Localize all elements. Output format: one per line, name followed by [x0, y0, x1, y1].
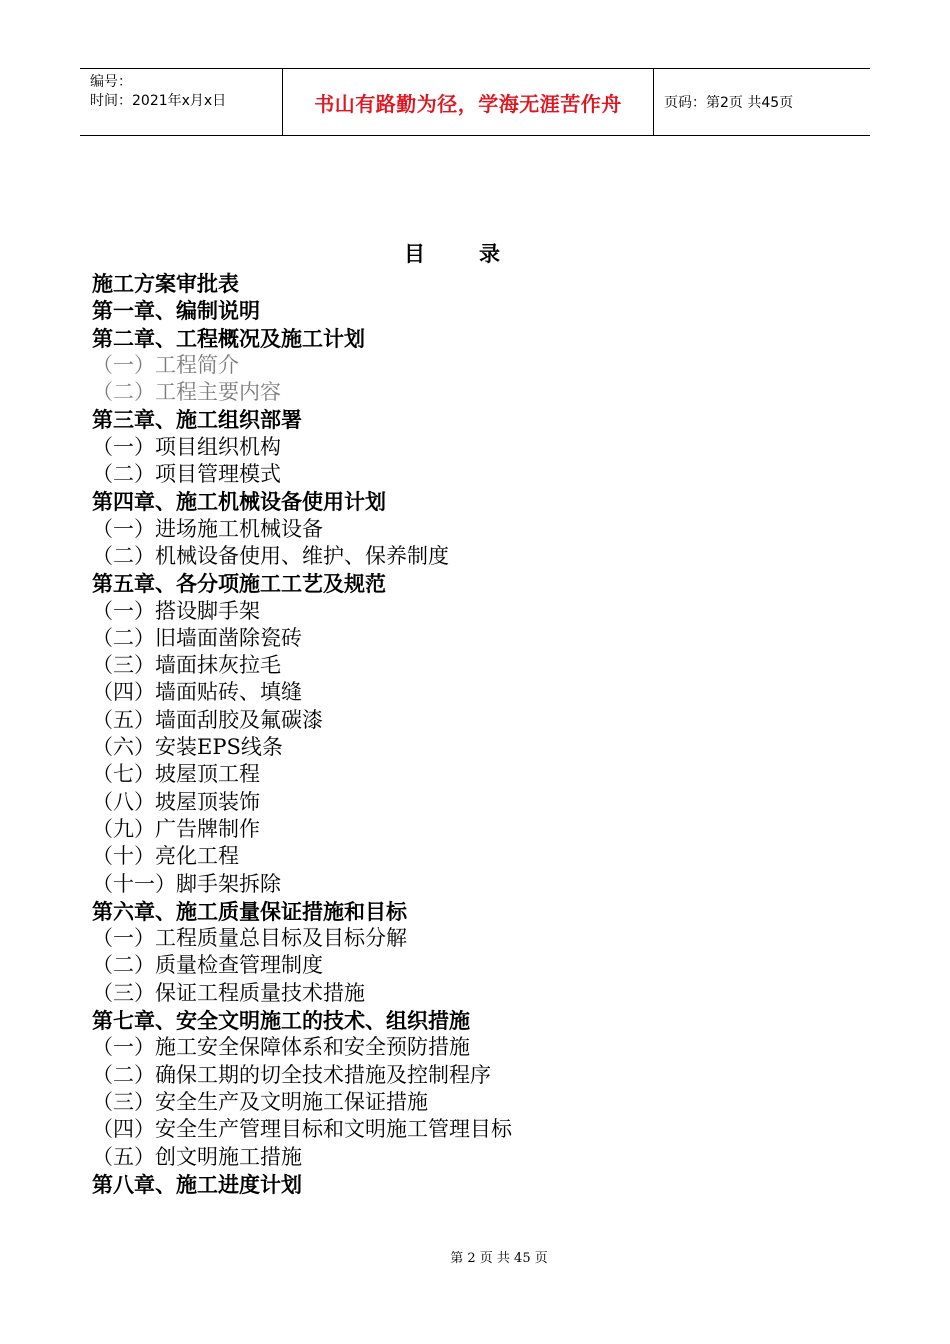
toc-section-entry: （二）确保工期的切全技术措施及控制程序	[92, 1062, 491, 1087]
toc-chapter-entry: 第七章、安全文明施工的技术、组织措施	[92, 1008, 470, 1034]
toc-section-entry: （二）质量检查管理制度	[92, 953, 323, 978]
toc-section-entry: （十）亮化工程	[92, 844, 239, 869]
document-date-label: 时间：2021年x月x日	[90, 93, 227, 109]
toc-section-entry: （四）墙面贴砖、填缝	[92, 680, 302, 705]
toc-chapter-entry: 第三章、施工组织部署	[92, 407, 302, 433]
toc-section-entry: （二）项目管理模式	[92, 462, 281, 487]
toc-title: 目录	[404, 241, 554, 266]
toc-section-entry: （四）安全生产管理目标和文明施工管理目标	[92, 1117, 512, 1142]
toc-section-entry: （一）工程简介	[92, 352, 239, 377]
toc-section-entry: （五）创文明施工措施	[92, 1144, 302, 1169]
header-motto: 书山有路勤为径，学海无涯苦作舟	[314, 91, 622, 116]
toc-section-entry: （三）安全生产及文明施工保证措施	[92, 1089, 428, 1114]
toc-chapter-entry: 第二章、工程概况及施工计划	[92, 325, 365, 351]
page-footer: 第 2 页 共 45 页	[450, 1251, 548, 1266]
toc-chapter-entry: 第一章、编制说明	[92, 298, 260, 324]
toc-section-entry: （六）安装EPS线条	[92, 735, 283, 760]
toc-section-entry: （一）工程质量总目标及目标分解	[92, 926, 407, 951]
table-of-contents	[92, 270, 872, 1198]
toc-section-entry: （二）机械设备使用、维护、保养制度	[92, 543, 449, 568]
toc-section-entry: （二）旧墙面凿除瓷砖	[92, 625, 302, 650]
toc-section-entry: （三）墙面抹灰拉毛	[92, 653, 281, 678]
toc-section-entry: （八）坡屋顶装饰	[92, 789, 260, 814]
toc-section-entry: （一）项目组织机构	[92, 434, 281, 459]
toc-chapter-entry: 第五章、各分项施工工艺及规范	[92, 571, 386, 597]
toc-section-entry: （二）工程主要内容	[92, 380, 281, 405]
toc-section-entry: （七）坡屋顶工程	[92, 762, 260, 787]
toc-chapter-entry: 第八章、施工进度计划	[92, 1171, 302, 1197]
toc-section-entry: （三）保证工程质量技术措施	[92, 980, 365, 1005]
page-header	[80, 68, 870, 136]
toc-chapter-entry: 施工方案审批表	[92, 271, 239, 296]
header-page-cell	[654, 69, 870, 135]
toc-section-entry: （一）施工安全保障体系和安全预防措施	[92, 1035, 470, 1060]
header-page-label: 页码：第2页 共45页	[664, 95, 794, 111]
toc-section-entry: （十一）脚手架拆除	[92, 871, 281, 896]
toc-section-entry: （九）广告牌制作	[92, 816, 260, 841]
header-motto-cell	[282, 69, 654, 135]
header-meta-cell	[80, 69, 282, 135]
toc-chapter-entry: 第六章、施工质量保证措施和目标	[92, 898, 407, 924]
toc-section-entry: （一）进场施工机械设备	[92, 516, 323, 541]
toc-section-entry: （五）墙面刮胶及氟碳漆	[92, 707, 323, 732]
toc-section-entry: （一）搭设脚手架	[92, 598, 260, 623]
toc-chapter-entry: 第四章、施工机械设备使用计划	[92, 489, 386, 515]
document-number-label: 编号：	[90, 74, 132, 90]
